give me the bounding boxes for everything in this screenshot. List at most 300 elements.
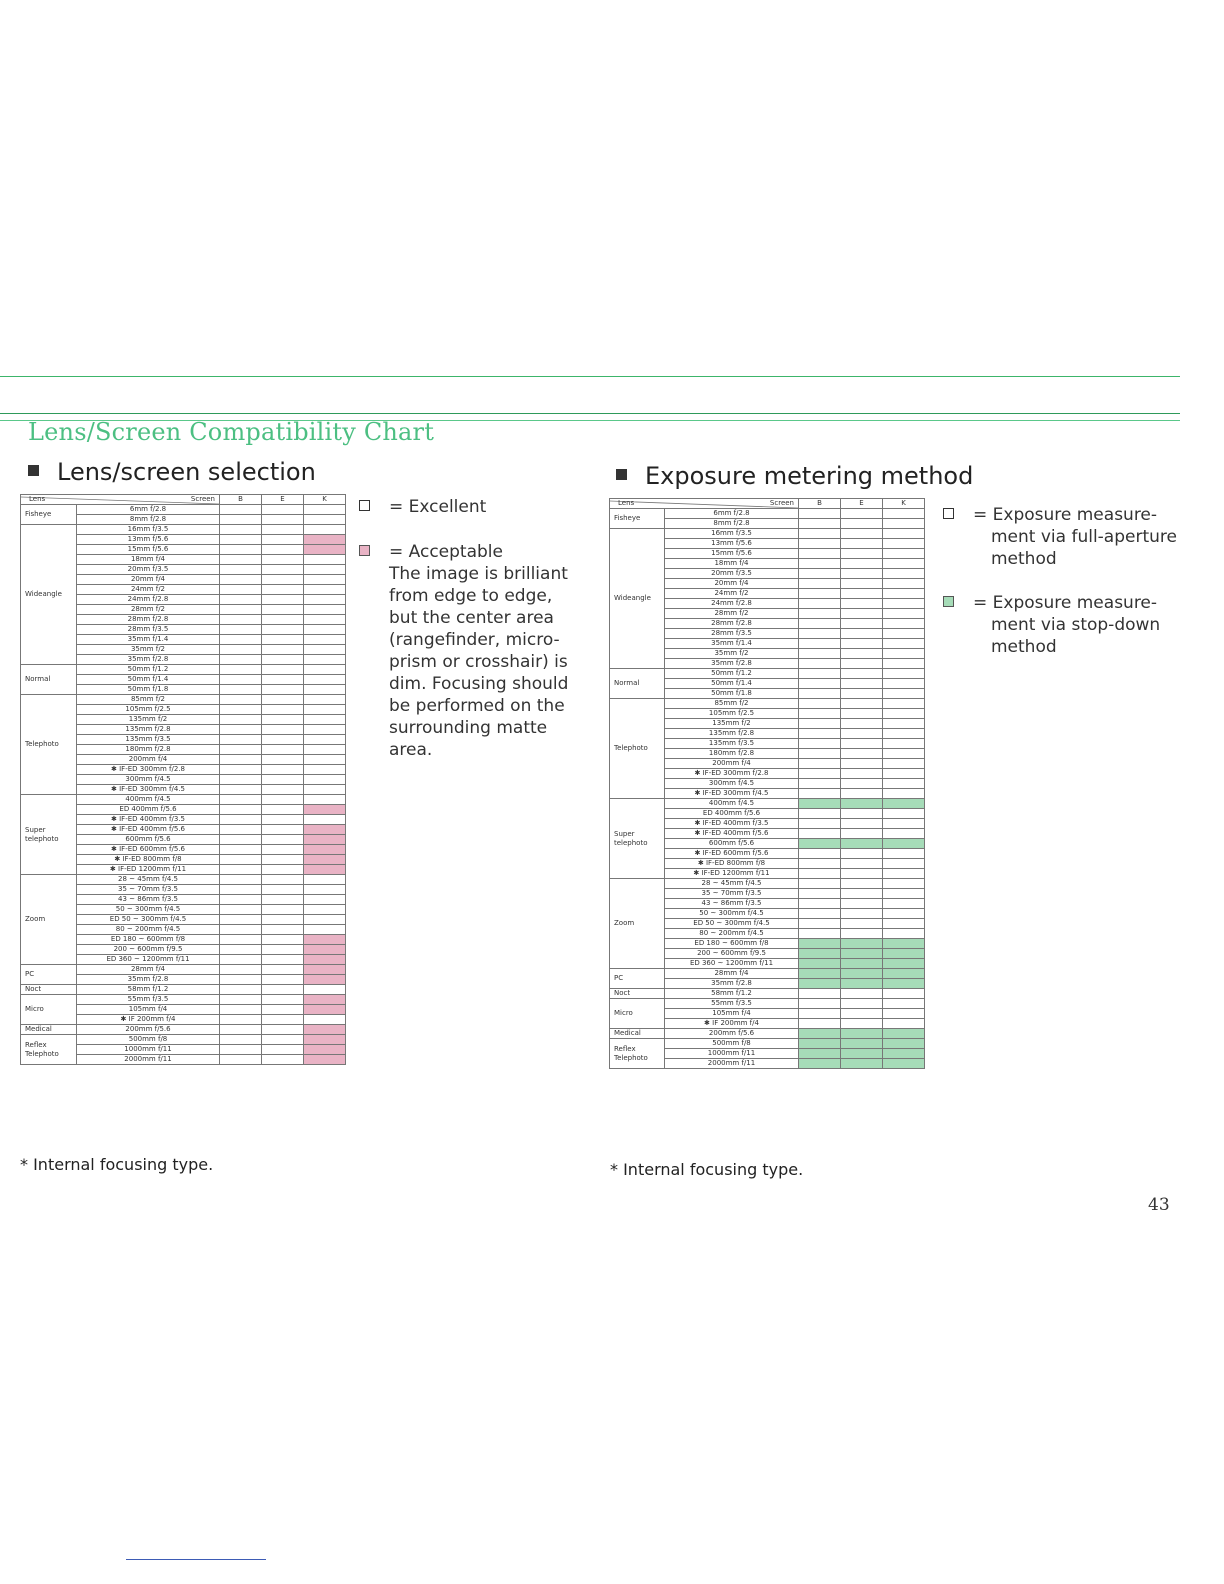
blank-cell xyxy=(799,619,841,629)
lens-name: 200mm f/4 xyxy=(77,755,220,765)
blank-cell xyxy=(262,805,304,815)
blank-cell xyxy=(304,985,346,995)
marked-cell xyxy=(304,535,346,545)
blank-cell xyxy=(262,795,304,805)
lens-name: 50 ~ 300mm f/4.5 xyxy=(77,905,220,915)
blank-cell xyxy=(883,609,925,619)
blank-cell xyxy=(799,669,841,679)
blank-cell xyxy=(262,945,304,955)
blank-cell xyxy=(883,639,925,649)
lens-name: 6mm f/2.8 xyxy=(665,509,799,519)
blank-cell xyxy=(799,919,841,929)
lens-name: 24mm f/2 xyxy=(77,585,220,595)
blank-cell xyxy=(304,1015,346,1025)
blank-cell xyxy=(262,845,304,855)
lens-name: 28mm f/3.5 xyxy=(665,629,799,639)
blank-cell xyxy=(304,585,346,595)
marked-cell xyxy=(883,959,925,969)
blank-cell xyxy=(262,1015,304,1025)
table-row xyxy=(610,989,925,999)
lens-name: 16mm f/3.5 xyxy=(665,529,799,539)
blank-cell xyxy=(220,565,262,575)
table-row xyxy=(610,999,925,1009)
marked-cell xyxy=(883,969,925,979)
lens-name: 18mm f/4 xyxy=(665,559,799,569)
marked-cell xyxy=(304,955,346,965)
blank-cell xyxy=(262,815,304,825)
marked-cell xyxy=(304,935,346,945)
blank-cell xyxy=(262,825,304,835)
marked-cell xyxy=(883,1049,925,1059)
blank-cell xyxy=(220,1015,262,1025)
marked-cell xyxy=(304,845,346,855)
legend-line: prism or crosshair) is xyxy=(389,652,568,672)
legend-line: = Exposure measure- xyxy=(973,505,1158,525)
lens-name: ✱ IF-ED 300mm f/2.8 xyxy=(77,765,220,775)
blank-cell xyxy=(883,509,925,519)
lens-name: 400mm f/4.5 xyxy=(665,799,799,809)
table-row xyxy=(610,799,925,809)
blank-cell xyxy=(220,765,262,775)
blank-cell xyxy=(262,555,304,565)
marked-cell xyxy=(799,949,841,959)
lens-name: ED 360 ~ 1200mm f/11 xyxy=(665,959,799,969)
blank-cell xyxy=(304,515,346,525)
lens-name: 105mm f/4 xyxy=(665,1009,799,1019)
screen-header-label: Screen xyxy=(190,495,215,503)
marked-cell xyxy=(304,975,346,985)
lens-group-label: Normal xyxy=(21,665,77,695)
blank-cell xyxy=(883,539,925,549)
marked-cell xyxy=(304,545,346,555)
lens-name: 135mm f/2.8 xyxy=(665,729,799,739)
blank-cell xyxy=(304,575,346,585)
table-row xyxy=(21,1025,346,1035)
lens-name: 50mm f/1.2 xyxy=(77,665,220,675)
blank-cell xyxy=(841,619,883,629)
blank-cell xyxy=(799,999,841,1009)
blank-cell xyxy=(841,669,883,679)
blank-cell xyxy=(220,775,262,785)
lens-name: 24mm f/2 xyxy=(665,589,799,599)
table-row xyxy=(21,525,346,535)
marked-cell xyxy=(304,835,346,845)
lens-name: 24mm f/2.8 xyxy=(77,595,220,605)
blank-cell xyxy=(262,705,304,715)
marked-cell xyxy=(841,979,883,989)
blank-cell xyxy=(799,519,841,529)
table-row xyxy=(21,965,346,975)
screen-column-e: E xyxy=(262,495,304,505)
lens-name: 43 ~ 86mm f/3.5 xyxy=(77,895,220,905)
blank-cell xyxy=(883,519,925,529)
lens-name: 85mm f/2 xyxy=(665,699,799,709)
blank-cell xyxy=(220,815,262,825)
lens-name: 16mm f/3.5 xyxy=(77,525,220,535)
lens-name: 28 ~ 45mm f/4.5 xyxy=(77,875,220,885)
blank-cell xyxy=(304,655,346,665)
lens-name: ✱ IF-ED 400mm f/3.5 xyxy=(77,815,220,825)
lens-name: ED 180 ~ 600mm f/8 xyxy=(77,935,220,945)
blank-cell xyxy=(262,685,304,695)
blank-cell xyxy=(304,705,346,715)
legend-line: dim. Focusing should xyxy=(389,674,569,694)
lens-name: 35mm f/2.8 xyxy=(665,659,799,669)
blank-cell xyxy=(220,505,262,515)
blank-cell xyxy=(799,639,841,649)
blank-cell xyxy=(262,575,304,585)
blank-cell xyxy=(799,599,841,609)
lens-name: 200 ~ 600mm f/9.5 xyxy=(77,945,220,955)
blank-cell xyxy=(841,1019,883,1029)
marked-cell xyxy=(304,995,346,1005)
blank-cell xyxy=(883,919,925,929)
blank-cell xyxy=(262,755,304,765)
blank-cell xyxy=(304,725,346,735)
blank-cell xyxy=(262,715,304,725)
blank-cell xyxy=(799,559,841,569)
blank-cell xyxy=(262,545,304,555)
marked-cell xyxy=(304,1035,346,1045)
lens-name: 50mm f/1.2 xyxy=(665,669,799,679)
lens-group-label: Super telephoto xyxy=(610,799,665,879)
blank-cell xyxy=(841,549,883,559)
blank-cell xyxy=(262,605,304,615)
lens-name: 85mm f/2 xyxy=(77,695,220,705)
lens-name: ✱ IF-ED 300mm f/4.5 xyxy=(77,785,220,795)
blank-cell xyxy=(883,709,925,719)
blank-cell xyxy=(304,755,346,765)
lens-name: 15mm f/5.6 xyxy=(665,549,799,559)
marked-cell xyxy=(883,799,925,809)
blank-cell xyxy=(262,955,304,965)
blank-cell xyxy=(220,715,262,725)
marked-cell xyxy=(799,1029,841,1039)
green-square-icon xyxy=(943,596,954,607)
blank-cell xyxy=(262,765,304,775)
lens-name: ✱ IF-ED 1200mm f/11 xyxy=(77,865,220,875)
blank-cell xyxy=(262,1005,304,1015)
blank-cell xyxy=(841,859,883,869)
blank-cell xyxy=(883,809,925,819)
blank-cell xyxy=(883,789,925,799)
blank-cell xyxy=(220,595,262,605)
title-divider-top xyxy=(0,413,1180,414)
blank-cell xyxy=(220,625,262,635)
lens-name: 18mm f/4 xyxy=(77,555,220,565)
marked-cell xyxy=(883,979,925,989)
lens-name: 35mm f/2.8 xyxy=(665,979,799,989)
section-title-text: Exposure metering method xyxy=(645,462,974,490)
blank-cell xyxy=(220,835,262,845)
marked-cell xyxy=(799,939,841,949)
blank-cell xyxy=(841,749,883,759)
blank-cell xyxy=(799,589,841,599)
lens-group-label: Wideangle xyxy=(21,525,77,665)
lens-screen-corner xyxy=(610,499,799,509)
marked-cell xyxy=(883,949,925,959)
lens-name: 58mm f/1.2 xyxy=(665,989,799,999)
blank-cell xyxy=(883,999,925,1009)
blank-cell xyxy=(841,689,883,699)
page-title: Lens/Screen Compatibility Chart xyxy=(28,418,435,446)
lens-name: 28mm f/2.8 xyxy=(665,619,799,629)
blank-cell xyxy=(220,965,262,975)
marked-cell xyxy=(304,945,346,955)
blank-cell xyxy=(262,1055,304,1065)
blank-cell xyxy=(220,945,262,955)
blank-cell xyxy=(841,729,883,739)
legend-line: = Acceptable xyxy=(389,542,503,562)
blank-cell xyxy=(799,709,841,719)
blank-cell xyxy=(883,689,925,699)
blank-cell xyxy=(262,525,304,535)
blank-cell xyxy=(883,1009,925,1019)
blank-cell xyxy=(883,899,925,909)
lens-group-label: Reflex Telephoto xyxy=(21,1035,77,1065)
blank-cell xyxy=(799,829,841,839)
lens-group-label: Telephoto xyxy=(610,699,665,799)
blank-cell xyxy=(304,895,346,905)
blank-cell xyxy=(799,579,841,589)
marked-cell xyxy=(883,839,925,849)
blank-cell xyxy=(799,509,841,519)
lens-name: 2000mm f/11 xyxy=(77,1055,220,1065)
lens-name: 135mm f/3.5 xyxy=(77,735,220,745)
blank-cell xyxy=(883,719,925,729)
screen-header-label: Screen xyxy=(769,499,794,507)
page-number: 43 xyxy=(1148,1195,1170,1215)
lens-name: ✱ IF-ED 400mm f/3.5 xyxy=(665,819,799,829)
lens-name: 20mm f/4 xyxy=(77,575,220,585)
bullet-square-icon xyxy=(616,469,627,480)
lens-name: ✱ IF-ED 400mm f/5.6 xyxy=(77,825,220,835)
blank-cell xyxy=(220,995,262,1005)
table-row xyxy=(21,695,346,705)
lens-name: 500mm f/8 xyxy=(77,1035,220,1045)
footnote-left: * Internal focusing type. xyxy=(20,1155,214,1174)
blank-cell xyxy=(220,1025,262,1035)
lens-name: 35mm f/2 xyxy=(665,649,799,659)
marked-cell xyxy=(304,1045,346,1055)
screen-column-k: K xyxy=(883,499,925,509)
blank-cell xyxy=(262,635,304,645)
blank-cell xyxy=(220,805,262,815)
blank-cell xyxy=(841,539,883,549)
blank-cell xyxy=(304,875,346,885)
blank-cell xyxy=(262,885,304,895)
table-row xyxy=(610,509,925,519)
blank-cell xyxy=(262,745,304,755)
lens-name: 20mm f/3.5 xyxy=(665,569,799,579)
blank-cell xyxy=(883,579,925,589)
pink-square-icon xyxy=(359,545,370,556)
legend-text xyxy=(973,592,1160,658)
blank-cell xyxy=(220,1035,262,1045)
blank-cell xyxy=(799,989,841,999)
legend-line: (rangefinder, micro- xyxy=(389,630,560,650)
marked-cell xyxy=(841,969,883,979)
lens-name: 50 ~ 300mm f/4.5 xyxy=(665,909,799,919)
blank-cell xyxy=(262,565,304,575)
marked-cell xyxy=(799,1039,841,1049)
blank-cell xyxy=(799,719,841,729)
blank-cell xyxy=(262,675,304,685)
blank-cell xyxy=(220,975,262,985)
lens-name: 8mm f/2.8 xyxy=(665,519,799,529)
legend-line: method xyxy=(991,637,1057,657)
blank-cell xyxy=(220,955,262,965)
blank-cell xyxy=(883,549,925,559)
lens-name: 35mm f/2 xyxy=(77,645,220,655)
table-row xyxy=(21,875,346,885)
blank-cell xyxy=(262,965,304,975)
blank-cell xyxy=(799,609,841,619)
blank-cell xyxy=(799,679,841,689)
marked-cell xyxy=(304,1005,346,1015)
marked-cell xyxy=(799,979,841,989)
blank-cell xyxy=(883,769,925,779)
blank-cell xyxy=(304,605,346,615)
blank-cell xyxy=(799,1019,841,1029)
blank-cell xyxy=(883,759,925,769)
lens-name: 105mm f/4 xyxy=(77,1005,220,1015)
marked-cell xyxy=(304,1055,346,1065)
blank-cell xyxy=(841,879,883,889)
blank-cell xyxy=(883,569,925,579)
lens-name: 28mm f/4 xyxy=(665,969,799,979)
blank-cell xyxy=(220,755,262,765)
screen-column-k: K xyxy=(304,495,346,505)
blank-cell xyxy=(883,679,925,689)
blank-cell xyxy=(799,769,841,779)
lens-group-label: Noct xyxy=(21,985,77,995)
blank-cell xyxy=(304,745,346,755)
blank-cell xyxy=(883,829,925,839)
blank-cell xyxy=(799,899,841,909)
blank-cell xyxy=(799,849,841,859)
table-row xyxy=(21,995,346,1005)
blank-cell xyxy=(883,739,925,749)
blank-cell xyxy=(220,1055,262,1065)
marked-cell xyxy=(841,1059,883,1069)
blank-cell xyxy=(262,785,304,795)
lens-name: 28mm f/2.8 xyxy=(77,615,220,625)
blank-cell xyxy=(220,515,262,525)
blank-cell xyxy=(304,715,346,725)
lens-group-label: Fisheye xyxy=(21,505,77,525)
lens-name: ✱ IF-ED 300mm f/4.5 xyxy=(665,789,799,799)
marked-cell xyxy=(304,1025,346,1035)
blank-cell xyxy=(883,819,925,829)
blank-cell xyxy=(262,615,304,625)
lens-group-label: Micro xyxy=(21,995,77,1025)
lens-name: 135mm f/2 xyxy=(77,715,220,725)
legend-text xyxy=(973,504,1177,570)
lens-name: 200 ~ 600mm f/9.5 xyxy=(665,949,799,959)
lens-name: 135mm f/3.5 xyxy=(665,739,799,749)
lens-name: 20mm f/3.5 xyxy=(77,565,220,575)
blank-cell xyxy=(220,585,262,595)
legend-line: area. xyxy=(389,740,433,760)
blank-cell xyxy=(841,599,883,609)
blank-cell xyxy=(304,915,346,925)
blank-cell xyxy=(841,999,883,1009)
lens-group-label: Zoom xyxy=(610,879,665,969)
blank-cell xyxy=(883,779,925,789)
blank-cell xyxy=(220,665,262,675)
bullet-square-icon xyxy=(28,465,39,476)
blank-cell xyxy=(799,909,841,919)
blank-cell xyxy=(883,699,925,709)
blank-cell xyxy=(799,1009,841,1019)
blank-cell xyxy=(799,889,841,899)
lens-name: 35 ~ 70mm f/3.5 xyxy=(665,889,799,899)
table-row xyxy=(610,1039,925,1049)
lens-name: 50mm f/1.4 xyxy=(77,675,220,685)
blank-cell xyxy=(220,1045,262,1055)
lens-name: ✱ IF-ED 300mm f/2.8 xyxy=(665,769,799,779)
lens-name: 400mm f/4.5 xyxy=(77,795,220,805)
marked-cell xyxy=(304,965,346,975)
lens-name: 200mm f/5.6 xyxy=(665,1029,799,1039)
table-row xyxy=(610,879,925,889)
blank-cell xyxy=(304,565,346,575)
blank-cell xyxy=(883,909,925,919)
blank-cell xyxy=(841,849,883,859)
blank-cell xyxy=(304,735,346,745)
blank-cell xyxy=(220,545,262,555)
lens-name: 35mm f/1.4 xyxy=(77,635,220,645)
blank-cell xyxy=(304,635,346,645)
lens-name: ✱ IF-ED 800mm f/8 xyxy=(665,859,799,869)
blank-cell xyxy=(220,635,262,645)
diagonal-line xyxy=(21,497,220,504)
blank-cell xyxy=(799,539,841,549)
lens-group-label: Normal xyxy=(610,669,665,699)
marked-cell xyxy=(841,799,883,809)
marked-cell xyxy=(883,939,925,949)
lens-name: 80 ~ 200mm f/4.5 xyxy=(665,929,799,939)
blank-cell xyxy=(799,629,841,639)
blank-cell xyxy=(220,535,262,545)
lens-name: ✱ IF-ED 600mm f/5.6 xyxy=(77,845,220,855)
blank-cell xyxy=(841,739,883,749)
lens-name: 180mm f/2.8 xyxy=(77,745,220,755)
lens-name: 28mm f/3.5 xyxy=(77,625,220,635)
blank-cell xyxy=(799,929,841,939)
lens-group-label: Micro xyxy=(610,999,665,1029)
blank-cell xyxy=(304,765,346,775)
table-row xyxy=(610,699,925,709)
blank-cell xyxy=(304,555,346,565)
lens-group-label: Medical xyxy=(610,1029,665,1039)
blank-cell xyxy=(841,909,883,919)
blank-cell xyxy=(841,899,883,909)
marked-cell xyxy=(799,799,841,809)
blank-cell xyxy=(220,885,262,895)
blank-cell xyxy=(262,515,304,525)
blank-cell xyxy=(220,725,262,735)
lens-name: 50mm f/1.4 xyxy=(665,679,799,689)
blank-cell xyxy=(841,869,883,879)
blank-cell xyxy=(841,759,883,769)
blank-cell xyxy=(799,859,841,869)
table-row xyxy=(21,795,346,805)
blank-cell xyxy=(841,579,883,589)
blank-cell xyxy=(220,935,262,945)
blank-cell xyxy=(220,655,262,665)
